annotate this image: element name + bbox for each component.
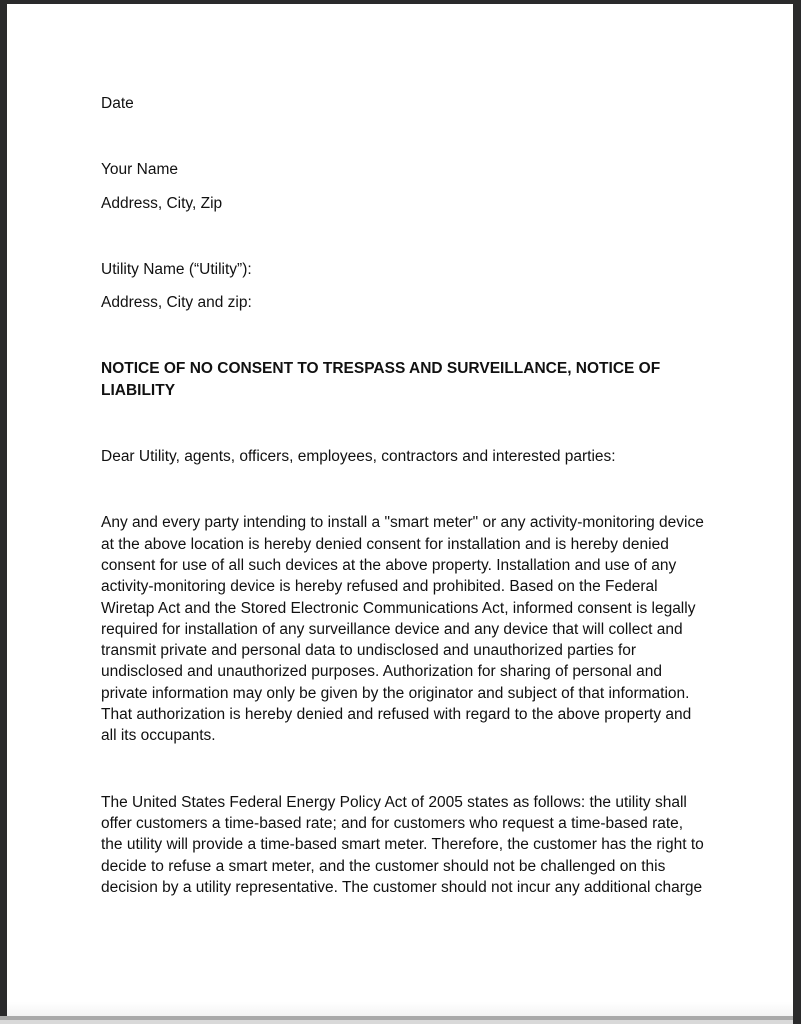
recipient-utility-address: Address, City and zip: [101, 294, 252, 312]
notice-heading: NOTICE OF NO CONSENT TO TRESPASS AND SURVEILLANCE, NOTICE OF LIABILITY [101, 360, 661, 399]
viewer-frame-left [0, 4, 7, 1016]
recipient-utility-name: Utility Name (“Utility”): [101, 260, 252, 278]
viewer-background-bottom [0, 1020, 793, 1024]
sender-name: Your Name [101, 161, 178, 179]
blank-line [101, 226, 708, 259]
blank-line [101, 413, 708, 446]
viewer-frame-right [793, 4, 801, 1024]
blank-line [101, 479, 708, 512]
salutation-line: Dear Utility, agents, officers, employees, contractors and interested parties: [101, 448, 616, 466]
blank-line [101, 325, 708, 358]
blank-line [101, 759, 708, 792]
body-paragraph-2: The United States Federal Energy Policy Act of 2005 states as follows: the utility shall offer customers a time-based rate; and for customers who request a time-based rate, the utility will provide a time-based smart meter. Therefore, the customer has the right to decide to refuse a smart meter, and the customer should not be challenged on this decision by a utility representative. The customer should not incur any additional charge [101, 793, 704, 896]
body-paragraph-1: Any and every party intending to install a "smart meter" or any activity-monitoring device at the above location is hereby denied consent for installation and is hereby denied consent for use of all such devices at the above property. Installation and use of any activity-monitoring device is hereby refused and prohibited. Based on the Federal Wiretap Act and the Stored Electronic Communications Act, informed consent is legally required for installation of any surveillance device and any device that will collect and transmit private and personal data to undisclosed and unauthorized parties for undisclosed and unauthorized purposes. Authorization for sharing of personal and private information may only be given by the originator and subject of that information. That authorization is hereby denied and refused with regard to the above property and all its occupants. [101, 514, 704, 745]
sender-address: Address, City, Zip [101, 194, 223, 212]
blank-line [101, 126, 708, 159]
letter-page [7, 4, 793, 1016]
letter-content [101, 93, 708, 910]
date-placeholder: Date [101, 95, 134, 112]
